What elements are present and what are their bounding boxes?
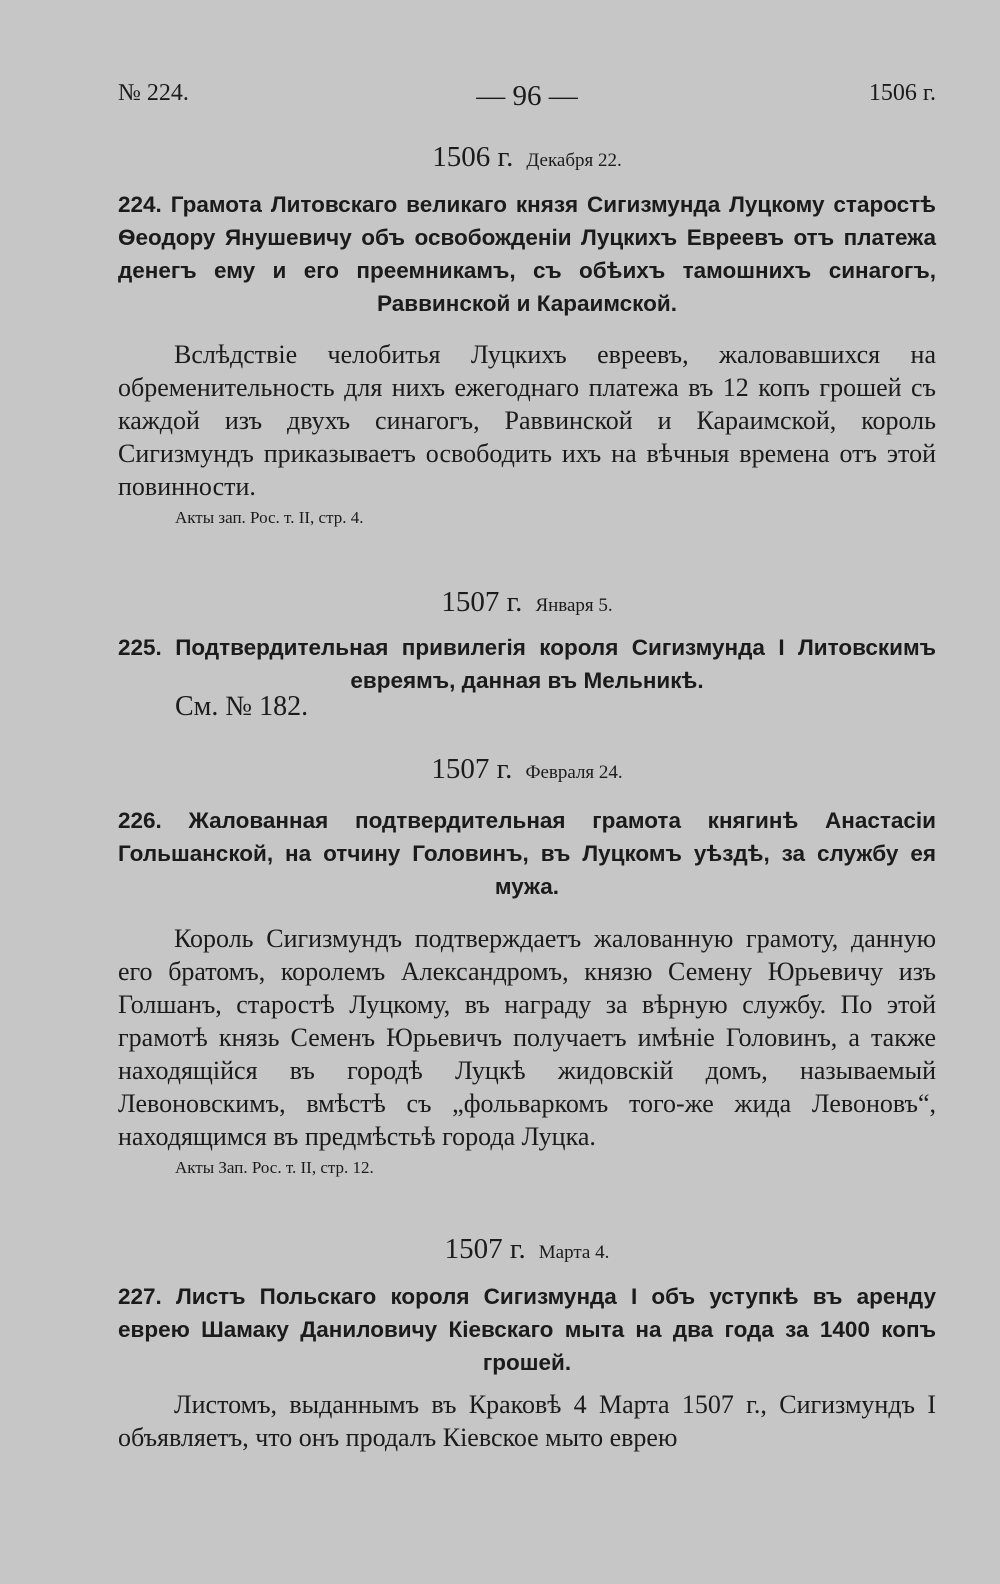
page-number: — 96 — [476,80,578,112]
date-year: 1507 г. [441,586,523,618]
entry-title: 226. Жалованная подтвердительная грамота княгинѣ Анастасіи Гольшанской, на отчину Головинъ, въ Луцкомъ уѣздѣ, за службу ея мужа. [118,808,936,899]
entry-date [118,140,936,178]
entry-date [118,752,936,790]
date-year: 1506 г. [432,141,514,173]
date-year: 1507 г. [444,1233,526,1265]
date-month: Февраля 24. [525,762,623,783]
document-number-header: № 224. [118,80,189,106]
entry-title: 227. Листъ Польскаго короля Сигизмунда I объ уступкѣ въ аренду еврею Шамаку Даниловичу Кіевскаго мыта на два года за 1400 копъ грошей. [118,1284,936,1375]
entry-title: 224. Грамота Литовскаго великаго князя Сигизмунда Луцкому старостѣ Ѳеодору Янушевичу объ освобожденіи Луцкихъ Евреевъ отъ платежа денегъ ему и его преемникамъ, съ обѣихъ тамошнихъ синагогъ, Раввинской и Караимской. [118,192,936,316]
entry-summary: Вслѣдствіе челобитья Луцкихъ евреевъ, жаловавшихся на обременительность для нихъ ежегоднаго платежа въ 12 копъ грошей съ каждой изъ двухъ синагогъ, Раввинской и Караимской, король Сигизмундъ приказываетъ освободить ихъ на вѣчныя времена отъ этой повинности. [118,340,936,501]
date-year: 1507 г. [431,753,513,785]
entry-title: 225. Подтвердительная привилегія короля Сигизмунда I Литовскимъ евреямъ, данная въ Мельникѣ. [118,635,936,693]
entry-source: Акты Зап. Рос. т. II, стр. 12. [175,1158,374,1177]
entry-date [118,1232,936,1270]
page-header [118,80,936,114]
year-header: 1506 г. [868,80,936,106]
entry-summary: Король Сигизмундъ подтверждаетъ жалованную грамоту, данную его братомъ, королемъ Александромъ, князю Семену Юрьевичу изъ Голшанъ, старостѣ Луцкому, въ награду за вѣрную службу. По этой грамотѣ князь Семенъ Юрьевичъ получаетъ имѣніе Головинъ, а также находящійся въ городѣ Луцкѣ жидовскій домъ, называемый Левоновскимъ, вмѣстѣ съ „фольваркомъ того-же жида Левоновъ“, находящимся въ предмѣстьѣ города Луцка. [118,924,936,1151]
date-month: Декабря 22. [526,150,622,171]
date-month: Марта 4. [538,1242,610,1263]
entry-source: Акты зап. Рос. т. II, стр. 4. [175,508,364,527]
date-month: Января 5. [535,595,613,616]
entry-date [118,585,936,623]
cross-reference: См. № 182. [175,691,309,722]
entry-summary: Листомъ, выданнымъ въ Краковѣ 4 Марта 1507 г., Сигизмундъ I объявляетъ, что онъ продалъ Кіевское мыто еврею [118,1390,936,1452]
